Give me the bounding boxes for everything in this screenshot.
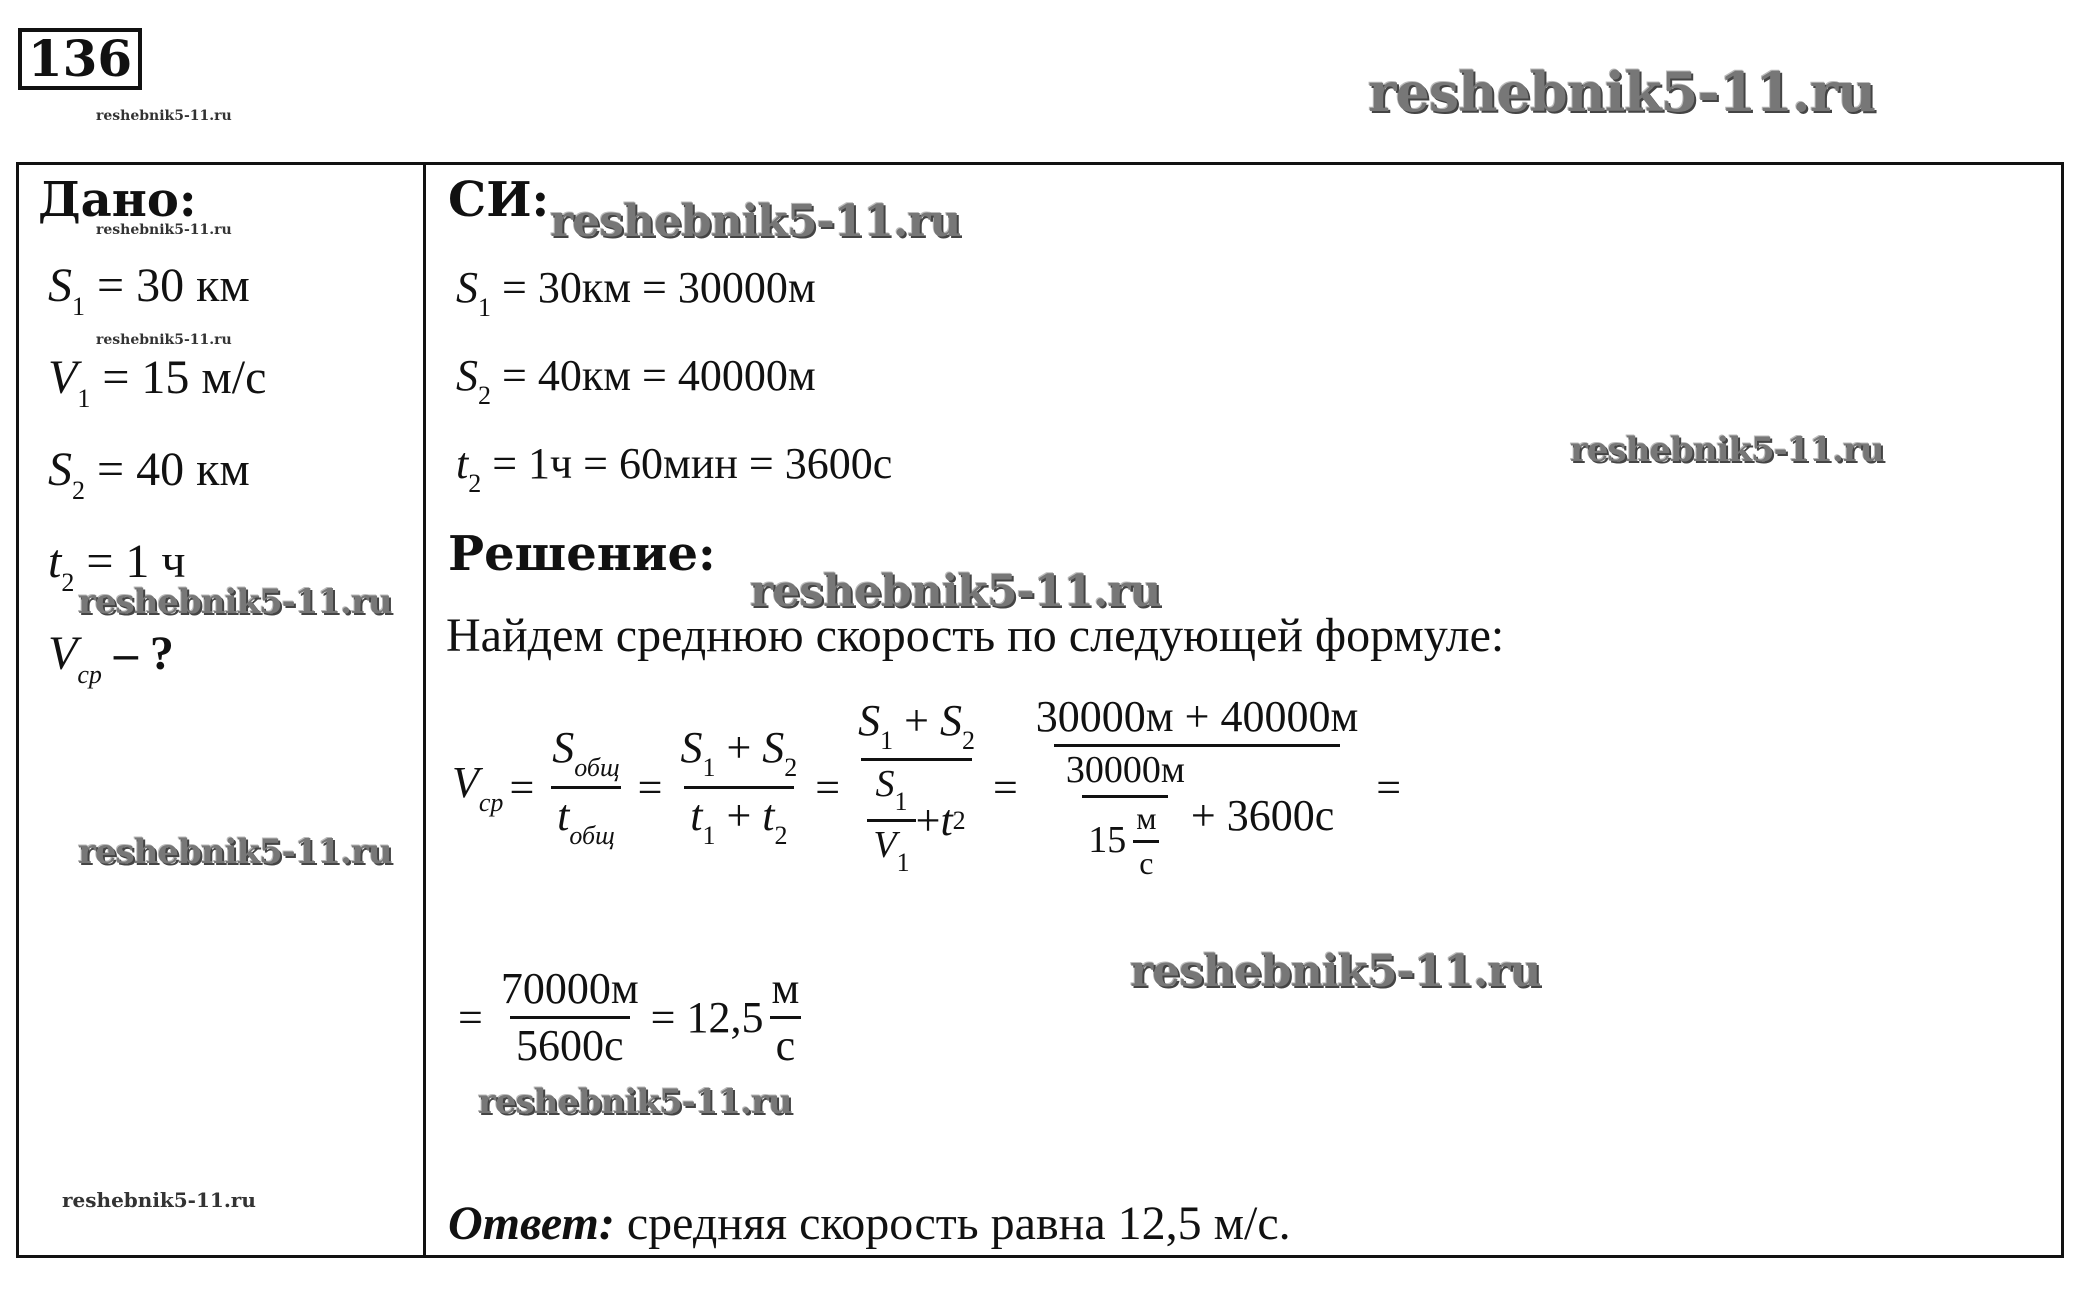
given-v1: $V_1 = 15$ м/с [48, 351, 267, 413]
watermark: reshebnik5-11.ru [750, 566, 1161, 617]
result-formula: = $\frac{70000м}{5600с}$ = 12,5 $\frac{м}{с}$ [458, 964, 800, 1071]
watermark: reshebnik5-11.ru [1368, 60, 1876, 124]
fraction-result: $\frac{70000м}{5600с}$ [500, 964, 639, 1071]
watermark: reshebnik5-11.ru [550, 196, 961, 247]
answer-line: Ответ: средняя скорость равна 12,5 м/с. [448, 1197, 1291, 1250]
watermark: reshebnik5-11.ru [1570, 430, 1884, 470]
given-t2: $t_2 = 1$ ч [48, 535, 186, 597]
given-s2: $S_2 = 40$ км [48, 443, 250, 505]
watermark: reshebnik5-11.ru [62, 1188, 256, 1212]
watermark: reshebnik5-11.ru [96, 108, 232, 124]
si-line-t2: $t_2 = 1ч = 60мин = 3600с$ [456, 439, 893, 498]
watermark: reshebnik5-11.ru [78, 582, 392, 622]
si-heading: СИ: [448, 172, 550, 228]
average-speed-formula: $V_{ср}$ = $\frac{S_{общ}}{t_{общ}}$ = $\frac{S_1 + S_2}{t_1 + t_2}$ = $S_1 + S_2$ $\frac{S_1}{V_1}$ + t 2 = 30000м + 40000м 30000м 15 $\frac{м}{с}$ + 3600с = [452, 692, 1402, 881]
problem-number: 136 [18, 28, 142, 90]
watermark: reshebnik5-11.ru [96, 222, 232, 238]
fraction-numeric: 30000м + 40000м 30000м 15 $\frac{м}{с}$ + 3600с [1035, 692, 1359, 881]
si-line-s1: $S_1 = 30км = 30000м$ [456, 263, 816, 322]
si-line-s2: $S_2 = 40км = 40000м$ [456, 351, 816, 410]
fraction-expanded: $S_1 + S_2$ $\frac{S_1}{V_1}$ + t 2 [858, 695, 975, 878]
fraction-total: $\frac{S_{общ}}{t_{общ}}$ [552, 723, 620, 850]
solution-intro: Найдем среднюю скорость по следующей формуле: [446, 609, 1505, 662]
given-s1: $S_1 = 30$ км [48, 259, 250, 321]
given-heading: Дано: [38, 172, 197, 228]
given-vcp: $V_{ср}$ – ? [48, 627, 174, 689]
column-divider [423, 162, 426, 1258]
fraction-sum: $\frac{S_1 + S_2}{t_1 + t_2}$ [680, 723, 798, 850]
solution-heading: Решение: [448, 526, 716, 582]
watermark: reshebnik5-11.ru [1130, 946, 1541, 997]
watermark: reshebnik5-11.ru [478, 1082, 792, 1122]
watermark: reshebnik5-11.ru [78, 832, 392, 872]
watermark: reshebnik5-11.ru [96, 332, 232, 348]
